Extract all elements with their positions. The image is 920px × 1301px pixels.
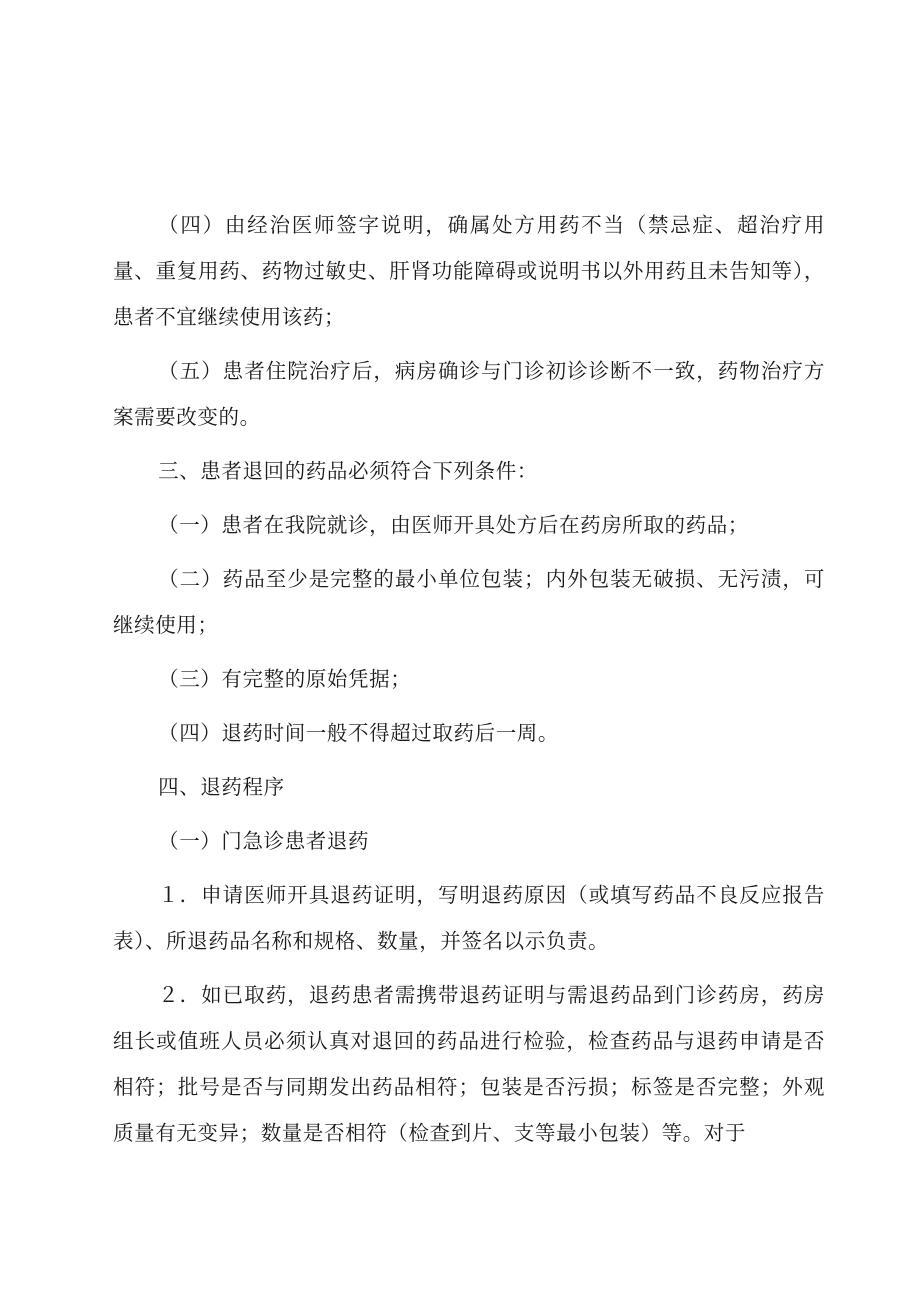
paragraph-step-1: １．申请医师开具退药证明，写明退药原因（或填写药品不良反应报告表）、所退药品名称和规格、数量，并签名以示负责。 — [113, 883, 825, 953]
document-body — [113, 202, 825, 1164]
paragraph-item-4-prescription-error: （四）由经治医师签字说明，确属处方用药不当（禁忌症、超治疗用量、重复用药、药物过敏史、肝肾功能障碍或说明书以外用药且未告知等），患者不宜继续使用该药； — [113, 213, 825, 329]
paragraph-step-2: ２．如已取药，退药患者需携带退药证明与需退药品到门诊药房，药房组长或值班人员必须认真对退回的药品进行检验，检查药品与退药申请是否相符；批号是否与同期发出药品相符；包装是否污损；标签是否完整；外观质量有无变异；数量是否相符（检查到片、支等最小包装）等。对于 — [113, 983, 825, 1145]
paragraph-condition-4: （四）退药时间一般不得超过取药后一周。 — [158, 721, 559, 745]
section-heading-return-conditions: 三、患者退回的药品必须符合下列条件： — [158, 459, 538, 483]
paragraph-condition-3: （三）有完整的原始凭据； — [158, 667, 412, 691]
section-heading-return-procedure: 四、退药程序 — [158, 775, 285, 799]
paragraph-condition-1: （一）患者在我院就诊，由医师开具处方后在药房所取的药品； — [158, 513, 749, 537]
subheading-outpatient-return: （一）门急诊患者退药 — [158, 829, 370, 853]
paragraph-item-5-diagnosis-change: （五）患者住院治疗后，病房确诊与门诊初诊诊断不一致，药物治疗方案需要改变的。 — [113, 359, 825, 429]
paragraph-condition-2: （二）药品至少是完整的最小单位包装；内外包装无破损、无污渍，可继续使用； — [113, 567, 825, 637]
